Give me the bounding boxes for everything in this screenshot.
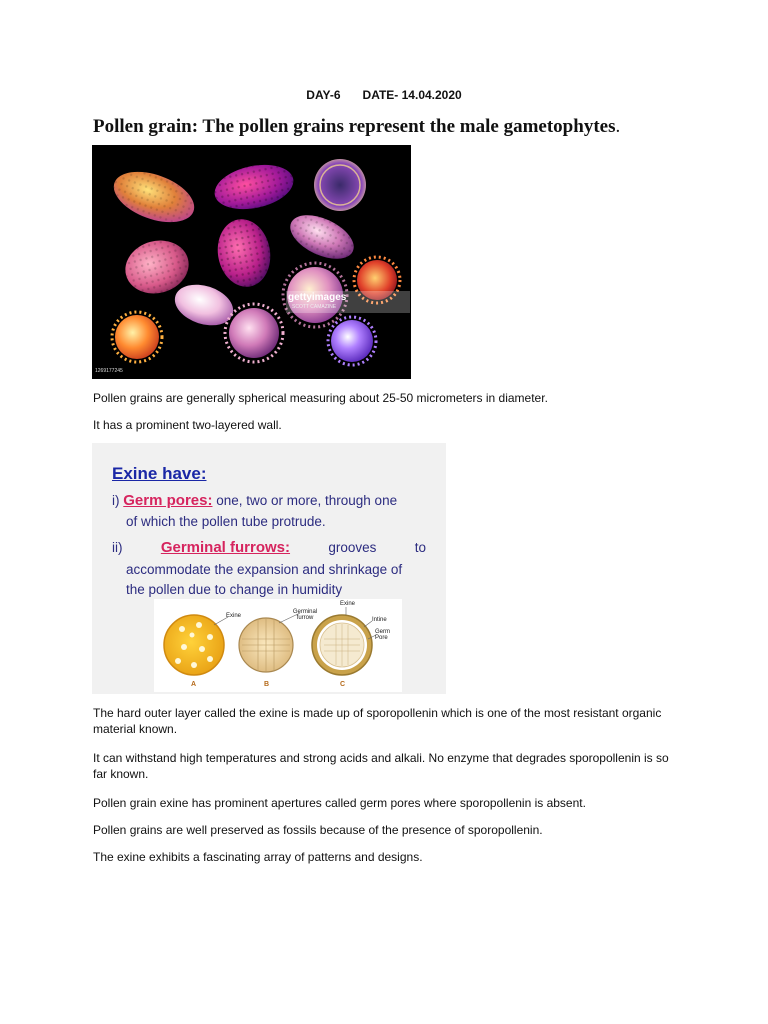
date-label: DATE- 14.04.2020 [362,88,462,102]
furrows-word: to [414,540,426,555]
paragraph: Pollen grains are generally spherical measuring about 25-50 micrometers in diameter. [93,391,548,405]
furrows-word: grooves [328,540,377,555]
paragraph: It can withstand high temperatures and strong acids and alkali. No enzyme that degrades sporopollenin is so far known. [93,751,669,781]
germ-pores-text: one, two or more, through one [212,493,398,508]
exine-info-panel [92,443,446,694]
watermark: gettyimages [288,292,347,303]
pollen-grains-photo [92,145,411,379]
pollen-illustration [92,145,411,379]
pollen-structure-diagram [154,599,402,692]
germinal-furrows-line [112,539,426,556]
germinal-furrows-term: Germinal furrows: [160,539,291,556]
day-label: DAY-6 [306,88,341,102]
paragraph: Pollen grains are well preserved as fossils because of the presence of sporopollenin. [93,823,543,837]
panel-heading: Exine have: [112,464,207,483]
furrows-continuation: accommodate the expansion and shrinkage of [126,562,403,577]
label-exine: Exine [226,613,242,619]
pollen-cross-sections [154,599,402,692]
label-germinal-furrow: Germinal furrow [292,609,318,621]
list-marker: ii) [112,540,123,555]
title-text: Pollen grain: The pollen grains represent the male gametophytes [93,116,616,137]
page-title [93,116,620,138]
title-period: . [615,116,621,137]
diagram-letter-a: A [191,681,197,688]
stock-id: 1269177245 [95,368,123,374]
paragraph: The exine exhibits a fascinating array of patterns and designs. [93,850,423,864]
label-germ-pore: Germ Pore [375,629,390,641]
paragraph: Pollen grain exine has prominent apertures called germ pores where sporopollenin is absent. [93,796,586,810]
document-header [0,88,768,102]
diagram-letter-b: B [264,681,270,688]
label-intine: Intine [372,617,387,623]
paragraph: The hard outer layer called the exine is made up of sporopollenin which is one of the most resistant organic material known. [93,706,662,736]
germ-pores-line [112,492,397,509]
paragraph: It has a prominent two-layered wall. [93,418,282,432]
label-exine: Exine [340,601,356,607]
list-marker: i) [112,493,120,508]
furrows-continuation: the pollen due to change in humidity [126,582,343,597]
photo-credit: SCOTT CAMAZINE [292,304,337,310]
diagram-letter-c: C [340,681,346,688]
germ-pores-continuation: of which the pollen tube protrude. [126,514,326,529]
germ-pores-term: Germ pores: [123,492,213,509]
